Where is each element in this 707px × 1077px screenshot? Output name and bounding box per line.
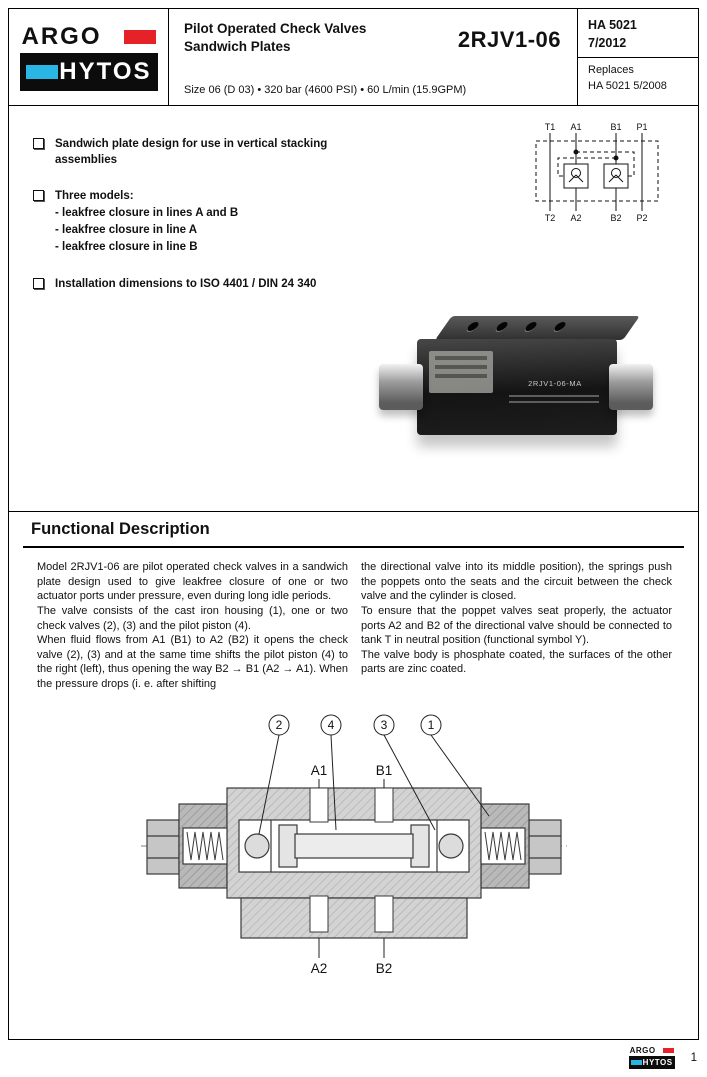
feature-item-2-sub-2: - leakfree closure in line A [55,224,198,237]
symbol-port-t1: T1 [544,122,556,132]
page-frame [8,8,699,1040]
paragraph: the directional valve into its middle position), the springs push the poppets onto the seats and the circuit between the check valve and the cylinder is closed. [361,561,672,603]
mounting-hole-icon [465,322,480,331]
logo-red-block-icon [124,30,156,44]
doc-code: HA 5021 [588,18,637,32]
argo-hytos-logo [20,23,158,91]
checkbox-bullet-icon [33,278,44,289]
features-section [9,106,698,511]
replaces-code: HA 5021 5/2008 [588,79,667,92]
feature-item-1-text: Sandwich plate design for use in vertical stacking assemblies [55,138,328,167]
header [9,9,698,106]
valve-right-plug [609,364,653,410]
logo-hytos-text: HYTOS [59,58,152,85]
callout-number-1: 1 [427,717,434,732]
description-column-right [361,560,672,692]
checkbox-bullet-icon [33,190,44,201]
doc-reference-box [577,9,698,105]
symbol-port-a1: A1 [570,122,582,132]
feature-list [9,106,369,292]
mounting-hole-icon [552,322,567,331]
section-heading: Functional Description [31,520,210,538]
footer-logo-hytos-text: HYTOS [642,1058,673,1067]
feature-item-2 [33,188,369,255]
page-number: 1 [690,1051,697,1064]
paragraph: Model 2RJV1-06 are pilot operated check valves in a sandwich plate design used to give leakfree closure of one or two actuator ports under pressure, even during long idle periods. [37,561,348,603]
functional-description-section [9,511,698,700]
callout-number-4: 4 [327,717,334,732]
mounting-hole-icon [494,322,509,331]
paragraph: To ensure that the poppet valves seat properly, the actuator ports A2 and B2 of the directional valve should be connected to tank T in neutral position (functional symbol Y). [361,604,672,647]
description-column-left [37,560,348,692]
cross-section-figure [9,700,698,1039]
hydraulic-symbol [524,120,694,224]
symbol-port-p1: P1 [636,122,648,132]
valve-marking-lines [509,391,599,403]
footer-logo-cyan-block-icon [631,1060,642,1065]
document-subtitle: Size 06 (D 03) • 320 bar (4600 PSI) • 60 L/min (15.9GPM) [184,84,467,96]
valve-left-plug [379,364,423,410]
valve-name-plate [429,351,493,393]
feature-item-2-title: Three models: [55,190,134,203]
port-label-a1: A1 [310,762,327,778]
callout-number-3: 3 [380,717,387,732]
paragraph: When fluid flows from A1 (B1) to A2 (B2) it opens the check valve (2), (3) and at the same time shifts the pilot piston (4) to the right (left), thus opening the way B2 → B1 (A2 → A1). When the pressure drops (i. e. after shifting [37,634,348,690]
feature-item-3 [33,276,369,292]
title-line-2: Sandwich Plates [184,38,291,54]
symbol-port-b1: B1 [610,122,622,132]
mounting-hole-icon [523,322,538,331]
valve-body [417,339,617,435]
valve-type-marking: 2RJV1-06-MA [528,379,582,388]
feature-item-2-sub-3: - leakfree closure in line B [55,241,198,254]
paragraph: The valve consists of the cast iron housing (1), one or two check valves (2), (3) and the pilot piston (4). [37,604,348,632]
symbol-port-t2: T2 [544,213,556,223]
header-center [169,9,577,105]
logo-argo-text: ARGO [21,23,102,50]
paragraph: The valve body is phosphate coated, the surfaces of the other parts are zinc coated. [361,648,672,676]
footer-argo-hytos-logo [629,1046,675,1069]
port-label-b1: B1 [375,762,392,778]
port-label-b2: B2 [375,960,392,976]
feature-item-3-text: Installation dimensions to ISO 4401 / DIN 24 340 [55,277,317,290]
callout-number-2: 2 [275,717,282,732]
document-title [184,20,366,55]
title-line-1: Pilot Operated Check Valves [184,21,367,36]
valve-top-face [435,316,640,340]
footer-logo-argo-text: ARGO [629,1046,656,1055]
feature-item-1 [33,136,369,168]
replaces-label: Replaces [588,64,634,77]
valve-cross-section-drawing [139,708,569,986]
symbol-port-b2: B2 [610,213,622,223]
logo-cell [9,9,169,105]
logo-cyan-block-icon [26,65,58,79]
feature-item-2-sub-1: - leakfree closure in lines A and B [55,207,239,220]
port-label-a2: A2 [310,960,327,976]
product-photo [377,294,655,462]
symbol-port-a2: A2 [570,213,582,223]
footer-logo-red-block-icon [663,1048,674,1053]
doc-date: 7/2012 [588,36,627,51]
page-footer [629,1046,697,1069]
symbol-port-p2: P2 [636,213,648,223]
model-number: 2RJV1-06 [457,27,561,52]
checkbox-bullet-icon [33,138,44,149]
